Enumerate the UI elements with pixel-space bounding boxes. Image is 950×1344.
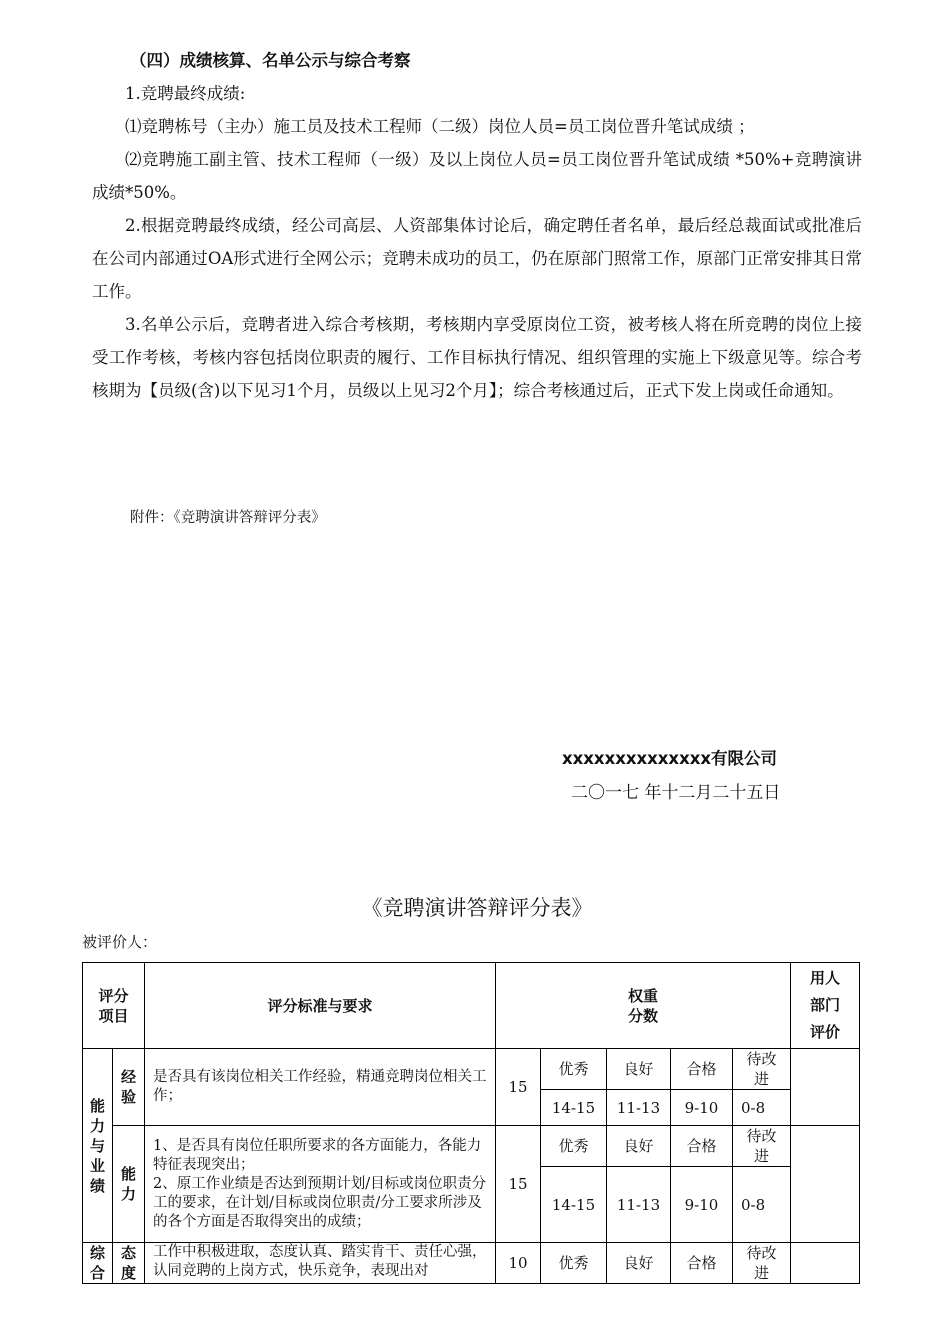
sub-experience: 经验 bbox=[113, 1049, 145, 1126]
range-improve: 0-8 bbox=[733, 1167, 791, 1243]
sub-ability: 能力 bbox=[113, 1126, 145, 1243]
item2-paragraph: 2.根据竞聘最终成绩，经公司高层、人资部集体讨论后，确定聘任者名单，最后经总裁面试或批准后在公司内部通过OA形式进行全网公示；竞聘未成功的员工，仍在原部门照常工作，原部门正常安排其日常工作。 bbox=[92, 216, 862, 301]
section-heading: （四）成绩核算、名单公示与综合考察 bbox=[130, 51, 411, 70]
table-row bbox=[83, 1049, 860, 1090]
weight-experience: 15 bbox=[496, 1049, 541, 1126]
grade-excellent: 优秀 bbox=[541, 1243, 607, 1284]
grade-excellent: 优秀 bbox=[541, 1049, 607, 1090]
grade-good: 良好 bbox=[607, 1126, 671, 1167]
dept-eval-ability[interactable] bbox=[791, 1126, 860, 1243]
range-good: 11-13 bbox=[607, 1090, 671, 1126]
category-overall: 综合 bbox=[83, 1243, 113, 1284]
weight-ability: 15 bbox=[496, 1126, 541, 1243]
criteria-ability: 1、是否具有岗位任职所要求的各方面能力，各能力特征表现突出； 2、原工作业绩是否达到预期计划/目标或岗位职责分工的要求，在计划/目标或岗位职责/分工要求所涉及的各个方面是否取得突出的成绩； bbox=[145, 1126, 496, 1243]
grade-good: 良好 bbox=[607, 1243, 671, 1284]
criteria-attitude: 工作中积极进取，态度认真、踏实肯干、责任心强，认同竞聘的上岗方式，快乐竞争，表现出对 bbox=[145, 1243, 496, 1284]
item1-title: 1.竞聘最终成绩: bbox=[125, 84, 246, 103]
dept-eval-attitude[interactable] bbox=[791, 1243, 860, 1284]
dept-eval-experience[interactable] bbox=[791, 1049, 860, 1126]
scoring-table bbox=[82, 962, 860, 1284]
range-excellent: 14-15 bbox=[541, 1090, 607, 1126]
grade-improve: 待改进 bbox=[733, 1243, 791, 1284]
grade-pass: 合格 bbox=[671, 1049, 733, 1090]
grade-pass: 合格 bbox=[671, 1126, 733, 1167]
header-criteria: 评分标准与要求 bbox=[145, 963, 496, 1049]
range-excellent: 14-15 bbox=[541, 1167, 607, 1243]
criteria-experience: 是否具有该岗位相关工作经验，精通竞聘岗位相关工作； bbox=[145, 1049, 496, 1126]
sub-attitude: 态度 bbox=[113, 1243, 145, 1284]
attachment-note: 附件：《竞聘演讲答辩评分表》 bbox=[130, 510, 326, 526]
range-pass: 9-10 bbox=[671, 1090, 733, 1126]
header-item: 评分项目 bbox=[83, 963, 145, 1049]
grade-excellent: 优秀 bbox=[541, 1126, 607, 1167]
form-title: 《竞聘演讲答辩评分表》 bbox=[361, 896, 593, 920]
grade-improve: 待改进 bbox=[733, 1049, 791, 1090]
grade-good: 良好 bbox=[607, 1049, 671, 1090]
evaluatee-label: 被评价人： bbox=[82, 933, 158, 951]
weight-attitude: 10 bbox=[496, 1243, 541, 1284]
item3-paragraph: 3.名单公示后，竞聘者进入综合考核期，考核期内享受原岗位工资，被考核人将在所竞聘的岗位上接受工作考核，考核内容包括岗位职责的履行、工作目标执行情况、组织管理的实施上下级意见等。综合考核期为【员级(含)以下见习1个月，员级以上见习2个月】；综合考核通过后，正式下发上岗或任命通知。 bbox=[92, 315, 862, 400]
company-name: xxxxxxxxxxxxxx有限公司 bbox=[562, 749, 777, 768]
table-row bbox=[83, 1243, 860, 1284]
header-weight: 权重分数 bbox=[496, 963, 791, 1049]
item1-sub2: ⑵竞聘施工副主管、技术工程师（一级）及以上岗位人员=员工岗位晋升笔试成绩 *50%+竞聘演讲成绩*50%。 bbox=[92, 150, 862, 202]
grade-improve: 待改进 bbox=[733, 1126, 791, 1167]
table-row bbox=[83, 1126, 860, 1167]
category-ability: 能力与业绩 bbox=[83, 1049, 113, 1243]
range-pass: 9-10 bbox=[671, 1167, 733, 1243]
range-good: 11-13 bbox=[607, 1167, 671, 1243]
grade-pass: 合格 bbox=[671, 1243, 733, 1284]
signature-date: 二〇一七 年十二月二十五日 bbox=[571, 783, 781, 803]
range-improve: 0-8 bbox=[733, 1090, 791, 1126]
item1-sub1: ⑴竞聘栋号（主办）施工员及技术工程师（二级）岗位人员=员工岗位晋升笔试成绩 ； bbox=[125, 117, 755, 136]
table-header-row bbox=[83, 963, 860, 1049]
header-dept-eval: 用人部门评价 bbox=[791, 963, 860, 1049]
